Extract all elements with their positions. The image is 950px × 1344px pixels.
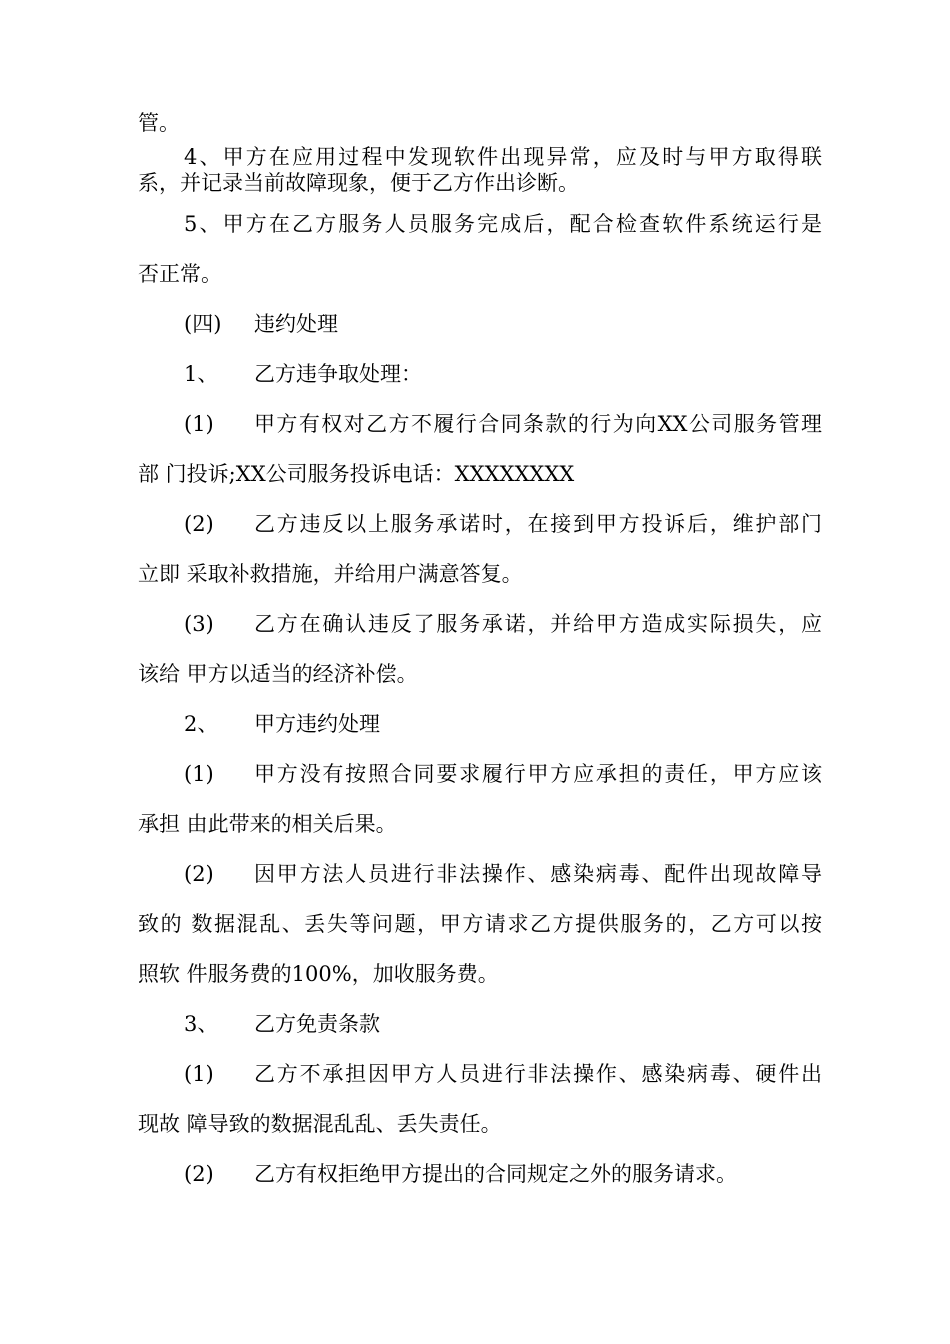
text-line: 5、甲方在乙方服务人员服务完成后，配合检查软件系统运行是 <box>184 212 822 236</box>
text-line: 该给 甲方以适当的经济补偿。 <box>138 662 418 686</box>
clause-label: (3) <box>184 612 214 636</box>
text-line: 现故 障导致的数据混乱乱、丢失责任。 <box>138 1112 502 1136</box>
text-line: 4、甲方在应用过程中发现软件出现异常，应及时与甲方取得联 <box>184 145 822 169</box>
item-label: 1、 <box>184 362 219 386</box>
text-line: 甲方有权对乙方不履行合同条款的行为向XX公司服务管理 <box>254 412 822 436</box>
item-label: 2、 <box>184 712 219 736</box>
item-title: 甲方违约处理 <box>254 712 380 736</box>
clause-label: (2) <box>184 1162 214 1186</box>
section-label: (四) <box>184 312 222 336</box>
clause-label: (1) <box>184 1062 214 1086</box>
text-line: 乙方违反以上服务承诺时，在接到甲方投诉后，维护部门 <box>254 512 822 536</box>
text-line: 乙方在确认违反了服务承诺，并给甲方造成实际损失，应 <box>254 612 822 636</box>
text-line: 否正常。 <box>138 262 222 286</box>
text-line: 因甲方法人员进行非法操作、感染病毒、配件出现故障导 <box>254 862 822 886</box>
text-line: 立即 采取补救措施，并给用户满意答复。 <box>138 562 523 586</box>
clause-label: (2) <box>184 862 214 886</box>
item-label: 3、 <box>184 1012 219 1036</box>
text-line: 照软 件服务费的100%，加收服务费。 <box>138 962 499 986</box>
text-line: 甲方没有按照合同要求履行甲方应承担的责任，甲方应该 <box>254 762 822 786</box>
text-line: 管。 <box>138 111 180 135</box>
clause-label: (1) <box>184 412 214 436</box>
clause-label: (2) <box>184 512 214 536</box>
text-line: 乙方有权拒绝甲方提出的合同规定之外的服务请求。 <box>254 1162 737 1186</box>
item-title: 乙方免责条款 <box>254 1012 380 1036</box>
text-line: 系，并记录当前故障现象，便于乙方作出诊断。 <box>138 171 579 195</box>
text-line: 承担 由此带来的相关后果。 <box>138 812 397 836</box>
clause-label: (1) <box>184 762 214 786</box>
text-line: 部 门投诉;XX公司服务投诉电话：XXXXXXXX <box>138 462 575 486</box>
section-title: 违约处理 <box>254 312 338 336</box>
item-title: 乙方违争取处理： <box>254 362 422 386</box>
text-line: 乙方不承担因甲方人员进行非法操作、感染病毒、硬件出 <box>254 1062 822 1086</box>
text-line: 致的 数据混乱、丢失等问题，甲方请求乙方提供服务的，乙方可以按 <box>138 912 822 936</box>
